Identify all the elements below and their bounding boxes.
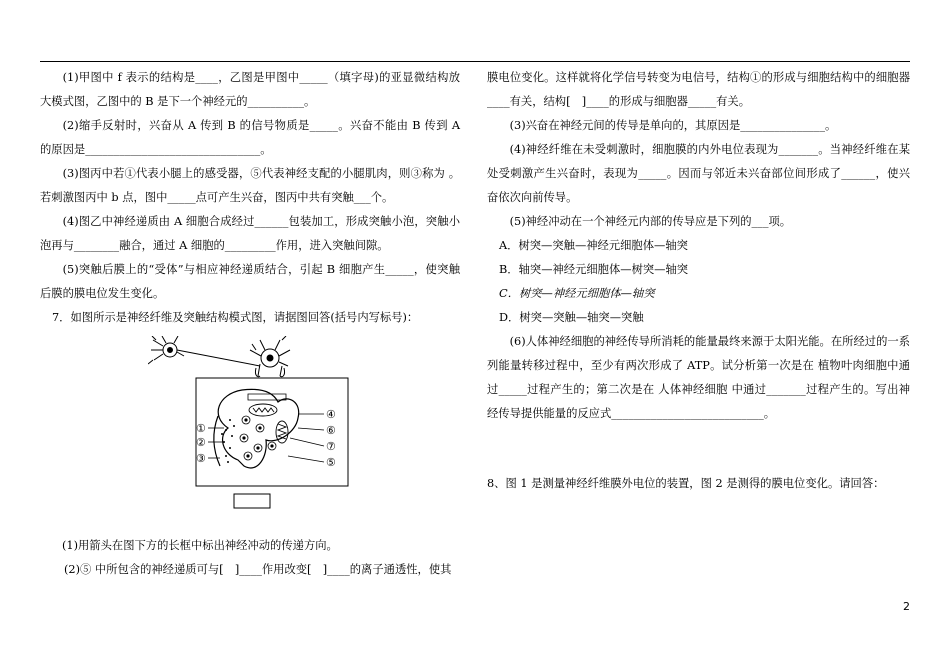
option-c: C．树突—神经元细胞体—轴突 bbox=[499, 287, 655, 300]
q7-part4: (4)神经纤维在未受刺激时，细胞膜的内外电位表现为_______。当神经纤维在某处受刺激产生兴奋时，表现为_____。因而与邻近未兴奋部位间形成了______，使兴奋依次向前传导。 bbox=[487, 143, 910, 204]
q7-part5: (5)神经冲动在一个神经元内部的传导应是下列的___项。 bbox=[509, 215, 792, 228]
label-2: ② bbox=[196, 436, 206, 449]
q6-part1: (1)甲图中 f 表示的结构是____，乙图是甲图中_____（填字母)的亚显微结构放大模式图，乙图中的 B 是下一个神经元的__________。 bbox=[40, 71, 460, 108]
label-6: ⑥ bbox=[326, 424, 336, 437]
neuron-2 bbox=[250, 336, 290, 377]
q7-part2-continued: 膜电位变化。这样就将化学信号转变为电信号，结构①的形成与细胞结构中的细胞器____有关，结构[ ]____的形成与细胞器_____有关。 bbox=[487, 71, 910, 108]
label-1: ① bbox=[196, 422, 206, 435]
synapse-figure bbox=[148, 336, 398, 526]
option-d: D．树突—突触—轴突—突触 bbox=[499, 311, 644, 324]
label-7: ⑦ bbox=[326, 440, 336, 453]
right-column bbox=[487, 66, 910, 496]
page-number: 2 bbox=[903, 600, 910, 613]
q6-part2: (2)缩手反射时，兴奋从 A 传到 B 的信号物质是_____。兴奋不能由 B 传到 A 的原因是_______________________________。 bbox=[40, 119, 460, 156]
q6-part5: (5)突触后膜上的“受体”与相应神经递质结合，引起 B 细胞产生_____，使突触后膜的膜电位发生变化。 bbox=[40, 263, 460, 300]
option-b: B．轴突—神经元细胞体—树突—轴突 bbox=[499, 263, 689, 276]
label-4: ④ bbox=[326, 408, 336, 421]
left-column bbox=[40, 66, 460, 582]
q7-part6: (6)人体神经细胞的神经传导所消耗的能量最终来源于太阳光能。在所经过的一系列能量转移过程中，至少有两次形成了 ATP。试分析第一次是在 植物叶肉细胞中通过_____过程产生的；第二次是在 人体神经细胞 中通过_______过程产生的。写出神经传导提供能量的反应式___________________________。 bbox=[487, 335, 910, 420]
postsynaptic-membrane bbox=[214, 416, 220, 466]
q7-part3: (3)兴奋在神经元间的传导是单向的，其原因是_______________。 bbox=[509, 119, 837, 132]
mitochondria bbox=[249, 404, 288, 443]
arrow-answer-box bbox=[234, 494, 270, 508]
q6-part3: (3)图丙中若①代表小腿上的感受器，⑤代表神经支配的小腿肌肉，则③称为 。若刺激图丙中 b 点，图中_____点可产生兴奋，图丙中共有突触___个。 bbox=[40, 167, 460, 204]
q7-part2: (2)⑤ 中所包含的神经递质可与[ ]____作用改变[ ]____的离子通透性，使其 bbox=[64, 563, 452, 576]
synaptic-vesicles bbox=[240, 416, 276, 460]
q7-stem: 7．如图所示是神经纤维及突触结构模式图，请据图回答(括号内写标号)： bbox=[52, 311, 419, 324]
neuron-1 bbox=[148, 336, 260, 366]
header-rule bbox=[40, 61, 910, 62]
label-3: ③ bbox=[196, 452, 206, 465]
q7-part1: (1)用箭头在图下方的长框中标出神经冲动的传递方向。 bbox=[62, 539, 338, 552]
q8-stem: 8、图 1 是测量神经纤维膜外电位的装置，图 2 是测得的膜电位变化。请回答： bbox=[487, 477, 885, 490]
q6-part4: (4)图乙中神经递质由 A 细胞合成经过______包装加工，形成突触小泡，突触小泡再与________融合，通过 A 细胞的_________作用，进入突触间隙。 bbox=[40, 215, 460, 252]
label-5: ⑤ bbox=[326, 456, 336, 469]
option-a: A．树突—突触—神经元细胞体—轴突 bbox=[499, 239, 688, 252]
